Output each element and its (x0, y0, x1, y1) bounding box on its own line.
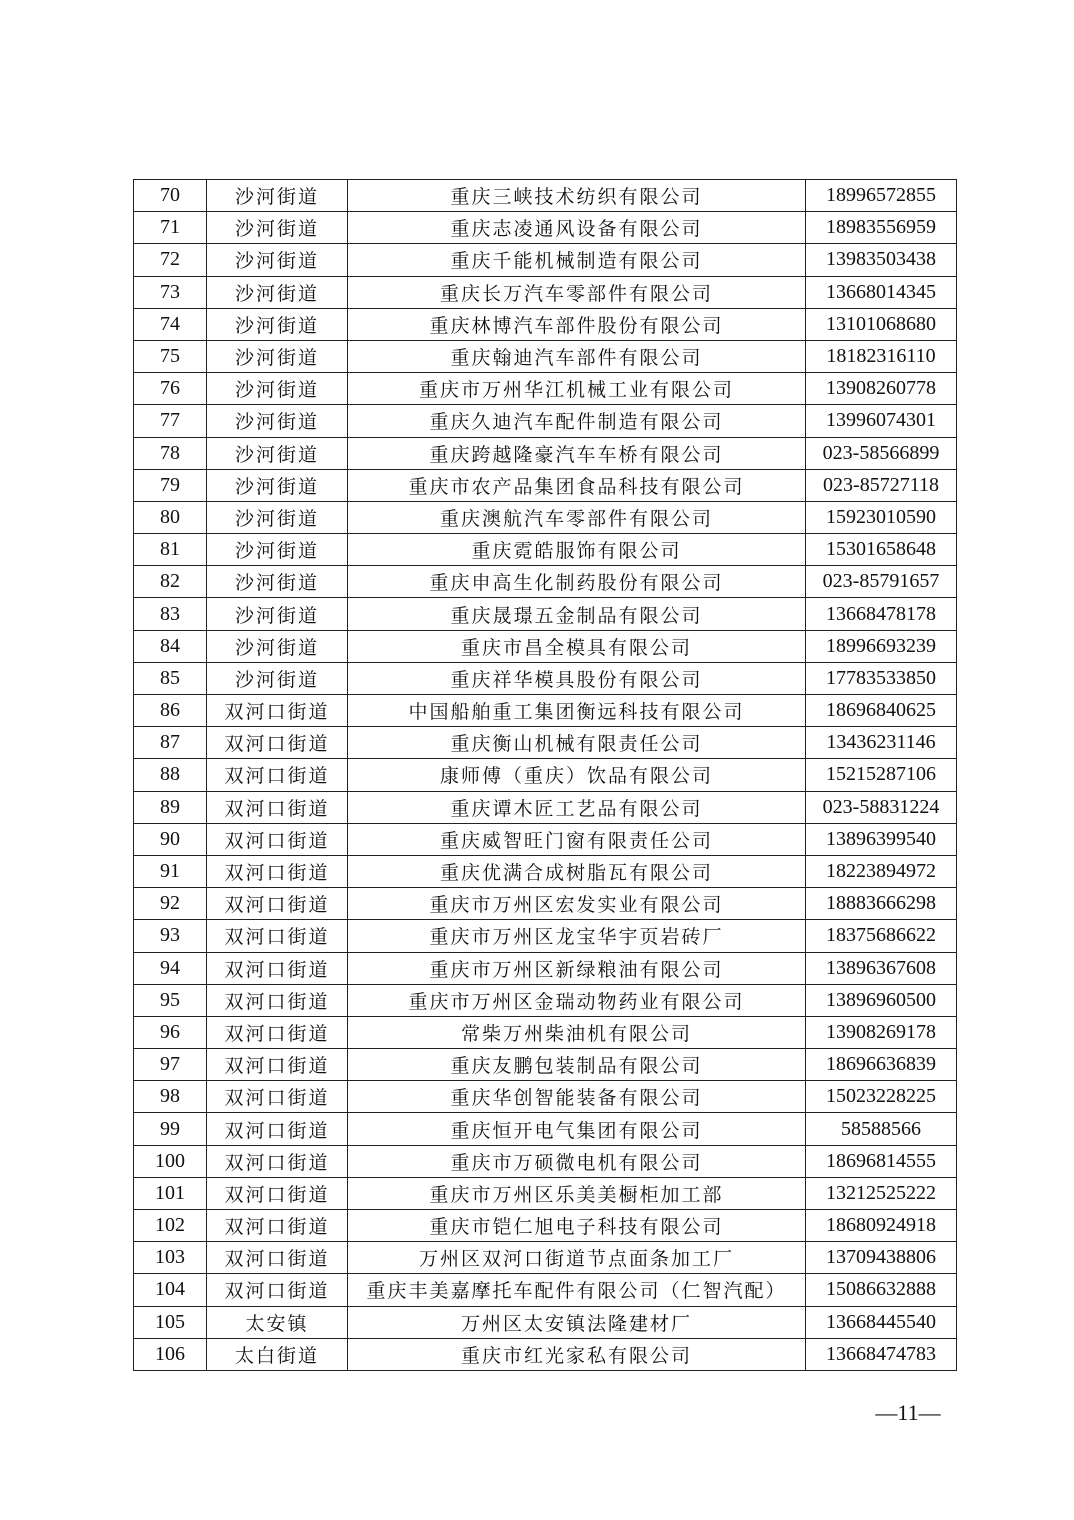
phone-cell: 18696840625 (806, 695, 957, 727)
phone-cell: 13908269178 (806, 1016, 957, 1048)
company-name-cell: 重庆林博汽车部件股份有限公司 (348, 308, 806, 340)
table-row (134, 212, 957, 244)
table-row (134, 1242, 957, 1274)
row-number: 80 (134, 501, 207, 533)
company-name-cell: 常柴万州柴油机有限公司 (348, 1016, 806, 1048)
company-name-cell: 重庆市万州区乐美美橱柜加工部 (348, 1177, 806, 1209)
phone-cell: 17783533850 (806, 662, 957, 694)
table-row (134, 759, 957, 791)
row-number: 101 (134, 1177, 207, 1209)
table-row (134, 1338, 957, 1370)
street-cell: 沙河街道 (207, 501, 348, 533)
street-cell: 双河口街道 (207, 1049, 348, 1081)
phone-cell: 023-85791657 (806, 566, 957, 598)
table-row (134, 662, 957, 694)
company-name-cell: 重庆友鹏包装制品有限公司 (348, 1049, 806, 1081)
row-number: 91 (134, 855, 207, 887)
row-number: 100 (134, 1145, 207, 1177)
row-number: 87 (134, 727, 207, 759)
page-number: —11— (875, 1400, 941, 1425)
table-row (134, 823, 957, 855)
street-cell: 沙河街道 (207, 598, 348, 630)
company-name-cell: 重庆市万州区龙宝华宇页岩砖厂 (348, 920, 806, 952)
phone-cell: 13896399540 (806, 823, 957, 855)
phone-cell: 13436231146 (806, 727, 957, 759)
phone-cell: 15215287106 (806, 759, 957, 791)
table-row (134, 1081, 957, 1113)
row-number: 99 (134, 1113, 207, 1145)
table-row (134, 952, 957, 984)
table-row (134, 1113, 957, 1145)
street-cell: 双河口街道 (207, 791, 348, 823)
row-number: 89 (134, 791, 207, 823)
phone-cell: 18223894972 (806, 855, 957, 887)
street-cell: 双河口街道 (207, 920, 348, 952)
row-number: 75 (134, 340, 207, 372)
street-cell: 双河口街道 (207, 1274, 348, 1306)
company-name-cell: 重庆市万硕微电机有限公司 (348, 1145, 806, 1177)
street-cell: 沙河街道 (207, 276, 348, 308)
street-cell: 双河口街道 (207, 759, 348, 791)
phone-cell: 13668014345 (806, 276, 957, 308)
row-number: 94 (134, 952, 207, 984)
row-number: 92 (134, 888, 207, 920)
table-row (134, 855, 957, 887)
table-row (134, 373, 957, 405)
company-name-cell: 重庆威智旺门窗有限责任公司 (348, 823, 806, 855)
street-cell: 双河口街道 (207, 1081, 348, 1113)
company-name-cell: 重庆千能机械制造有限公司 (348, 244, 806, 276)
row-number: 106 (134, 1338, 207, 1370)
row-number: 105 (134, 1306, 207, 1338)
row-number: 103 (134, 1242, 207, 1274)
street-cell: 双河口街道 (207, 1145, 348, 1177)
street-cell: 双河口街道 (207, 727, 348, 759)
table-row (134, 1145, 957, 1177)
phone-cell: 023-58566899 (806, 437, 957, 469)
company-name-cell: 重庆申高生化制药股份有限公司 (348, 566, 806, 598)
table-row (134, 534, 957, 566)
street-cell: 双河口街道 (207, 952, 348, 984)
company-name-cell: 重庆市万州区金瑞动物药业有限公司 (348, 984, 806, 1016)
phone-cell: 13709438806 (806, 1242, 957, 1274)
street-cell: 太安镇 (207, 1306, 348, 1338)
phone-cell: 13983503438 (806, 244, 957, 276)
company-name-cell: 重庆衡山机械有限责任公司 (348, 727, 806, 759)
street-cell: 双河口街道 (207, 888, 348, 920)
street-cell: 沙河街道 (207, 534, 348, 566)
company-name-cell: 重庆优满合成树脂瓦有限公司 (348, 855, 806, 887)
company-contact-table (133, 179, 957, 1371)
company-name-cell: 重庆市昌全模具有限公司 (348, 630, 806, 662)
street-cell: 沙河街道 (207, 244, 348, 276)
row-number: 71 (134, 212, 207, 244)
row-number: 95 (134, 984, 207, 1016)
phone-cell: 18680924918 (806, 1210, 957, 1242)
company-name-cell: 重庆市农产品集团食品科技有限公司 (348, 469, 806, 501)
table-row (134, 1049, 957, 1081)
street-cell: 沙河街道 (207, 566, 348, 598)
street-cell: 沙河街道 (207, 180, 348, 212)
street-cell: 双河口街道 (207, 823, 348, 855)
phone-cell: 18996693239 (806, 630, 957, 662)
table-row (134, 340, 957, 372)
company-name-cell: 重庆久迪汽车配件制造有限公司 (348, 405, 806, 437)
street-cell: 双河口街道 (207, 1016, 348, 1048)
row-number: 72 (134, 244, 207, 276)
company-name-cell: 重庆澳航汽车零部件有限公司 (348, 501, 806, 533)
table-row (134, 984, 957, 1016)
row-number: 74 (134, 308, 207, 340)
street-cell: 沙河街道 (207, 662, 348, 694)
street-cell: 太白街道 (207, 1338, 348, 1370)
phone-cell: 13896367608 (806, 952, 957, 984)
street-cell: 双河口街道 (207, 1177, 348, 1209)
table-row (134, 791, 957, 823)
phone-cell: 13896960500 (806, 984, 957, 1016)
company-name-cell: 重庆晟璟五金制品有限公司 (348, 598, 806, 630)
street-cell: 沙河街道 (207, 630, 348, 662)
street-cell: 双河口街道 (207, 855, 348, 887)
street-cell: 双河口街道 (207, 695, 348, 727)
row-number: 82 (134, 566, 207, 598)
row-number: 96 (134, 1016, 207, 1048)
phone-cell: 18983556959 (806, 212, 957, 244)
phone-cell: 13668474783 (806, 1338, 957, 1370)
company-name-cell: 重庆长万汽车零部件有限公司 (348, 276, 806, 308)
company-name-cell: 重庆跨越隆豪汽车车桥有限公司 (348, 437, 806, 469)
phone-cell: 13212525222 (806, 1177, 957, 1209)
street-cell: 双河口街道 (207, 1242, 348, 1274)
row-number: 97 (134, 1049, 207, 1081)
row-number: 78 (134, 437, 207, 469)
table-row (134, 501, 957, 533)
phone-cell: 18696814555 (806, 1145, 957, 1177)
row-number: 104 (134, 1274, 207, 1306)
company-name-cell: 重庆华创智能装备有限公司 (348, 1081, 806, 1113)
phone-cell: 58588566 (806, 1113, 957, 1145)
row-number: 83 (134, 598, 207, 630)
table-row (134, 630, 957, 662)
company-name-cell: 重庆市万州区宏发实业有限公司 (348, 888, 806, 920)
street-cell: 双河口街道 (207, 1113, 348, 1145)
table-row (134, 920, 957, 952)
table-row (134, 244, 957, 276)
table-row (134, 308, 957, 340)
street-cell: 双河口街道 (207, 984, 348, 1016)
row-number: 84 (134, 630, 207, 662)
company-name-cell: 重庆市万州华江机械工业有限公司 (348, 373, 806, 405)
row-number: 79 (134, 469, 207, 501)
company-name-cell: 重庆市万州区新绿粮油有限公司 (348, 952, 806, 984)
table-row (134, 469, 957, 501)
table-row (134, 1274, 957, 1306)
company-name-cell: 重庆谭木匠工艺品有限公司 (348, 791, 806, 823)
row-number: 76 (134, 373, 207, 405)
row-number: 77 (134, 405, 207, 437)
phone-cell: 13996074301 (806, 405, 957, 437)
table-row (134, 1210, 957, 1242)
table-row (134, 405, 957, 437)
phone-cell: 15923010590 (806, 501, 957, 533)
row-number: 88 (134, 759, 207, 791)
phone-cell: 15023228225 (806, 1081, 957, 1113)
phone-cell: 18182316110 (806, 340, 957, 372)
table-row (134, 727, 957, 759)
row-number: 102 (134, 1210, 207, 1242)
table-row (134, 1016, 957, 1048)
company-name-cell: 万州区太安镇法隆建材厂 (348, 1306, 806, 1338)
street-cell: 沙河街道 (207, 308, 348, 340)
table-row (134, 695, 957, 727)
table-row (134, 598, 957, 630)
company-name-cell: 康师傅（重庆）饮品有限公司 (348, 759, 806, 791)
street-cell: 沙河街道 (207, 212, 348, 244)
table-body (134, 180, 957, 1371)
phone-cell: 023-85727118 (806, 469, 957, 501)
street-cell: 沙河街道 (207, 437, 348, 469)
company-name-cell: 重庆恒开电气集团有限公司 (348, 1113, 806, 1145)
company-name-cell: 重庆翰迪汽车部件有限公司 (348, 340, 806, 372)
company-name-cell: 重庆三峡技术纺织有限公司 (348, 180, 806, 212)
row-number: 98 (134, 1081, 207, 1113)
phone-cell: 15086632888 (806, 1274, 957, 1306)
company-name-cell: 重庆丰美嘉摩托车配件有限公司（仁智汽配） (348, 1274, 806, 1306)
phone-cell: 13908260778 (806, 373, 957, 405)
street-cell: 沙河街道 (207, 469, 348, 501)
row-number: 81 (134, 534, 207, 566)
street-cell: 双河口街道 (207, 1210, 348, 1242)
street-cell: 沙河街道 (207, 405, 348, 437)
company-name-cell: 重庆市铠仁旭电子科技有限公司 (348, 1210, 806, 1242)
company-name-cell: 中国船舶重工集团衡远科技有限公司 (348, 695, 806, 727)
phone-cell: 18996572855 (806, 180, 957, 212)
table-row (134, 1306, 957, 1338)
row-number: 93 (134, 920, 207, 952)
table-row (134, 1177, 957, 1209)
row-number: 86 (134, 695, 207, 727)
phone-cell: 18375686622 (806, 920, 957, 952)
table-row (134, 437, 957, 469)
phone-cell: 13668478178 (806, 598, 957, 630)
street-cell: 沙河街道 (207, 340, 348, 372)
company-name-cell: 重庆霓皓服饰有限公司 (348, 534, 806, 566)
table-row (134, 888, 957, 920)
company-name-cell: 重庆祥华模具股份有限公司 (348, 662, 806, 694)
phone-cell: 15301658648 (806, 534, 957, 566)
phone-cell: 023-58831224 (806, 791, 957, 823)
company-name-cell: 重庆市红光家私有限公司 (348, 1338, 806, 1370)
company-name-cell: 重庆志凌通风设备有限公司 (348, 212, 806, 244)
row-number: 70 (134, 180, 207, 212)
row-number: 73 (134, 276, 207, 308)
phone-cell: 18696636839 (806, 1049, 957, 1081)
phone-cell: 18883666298 (806, 888, 957, 920)
table-row (134, 566, 957, 598)
row-number: 90 (134, 823, 207, 855)
street-cell: 沙河街道 (207, 373, 348, 405)
company-name-cell: 万州区双河口街道节点面条加工厂 (348, 1242, 806, 1274)
phone-cell: 13668445540 (806, 1306, 957, 1338)
table-row (134, 276, 957, 308)
table-row (134, 180, 957, 212)
phone-cell: 13101068680 (806, 308, 957, 340)
row-number: 85 (134, 662, 207, 694)
